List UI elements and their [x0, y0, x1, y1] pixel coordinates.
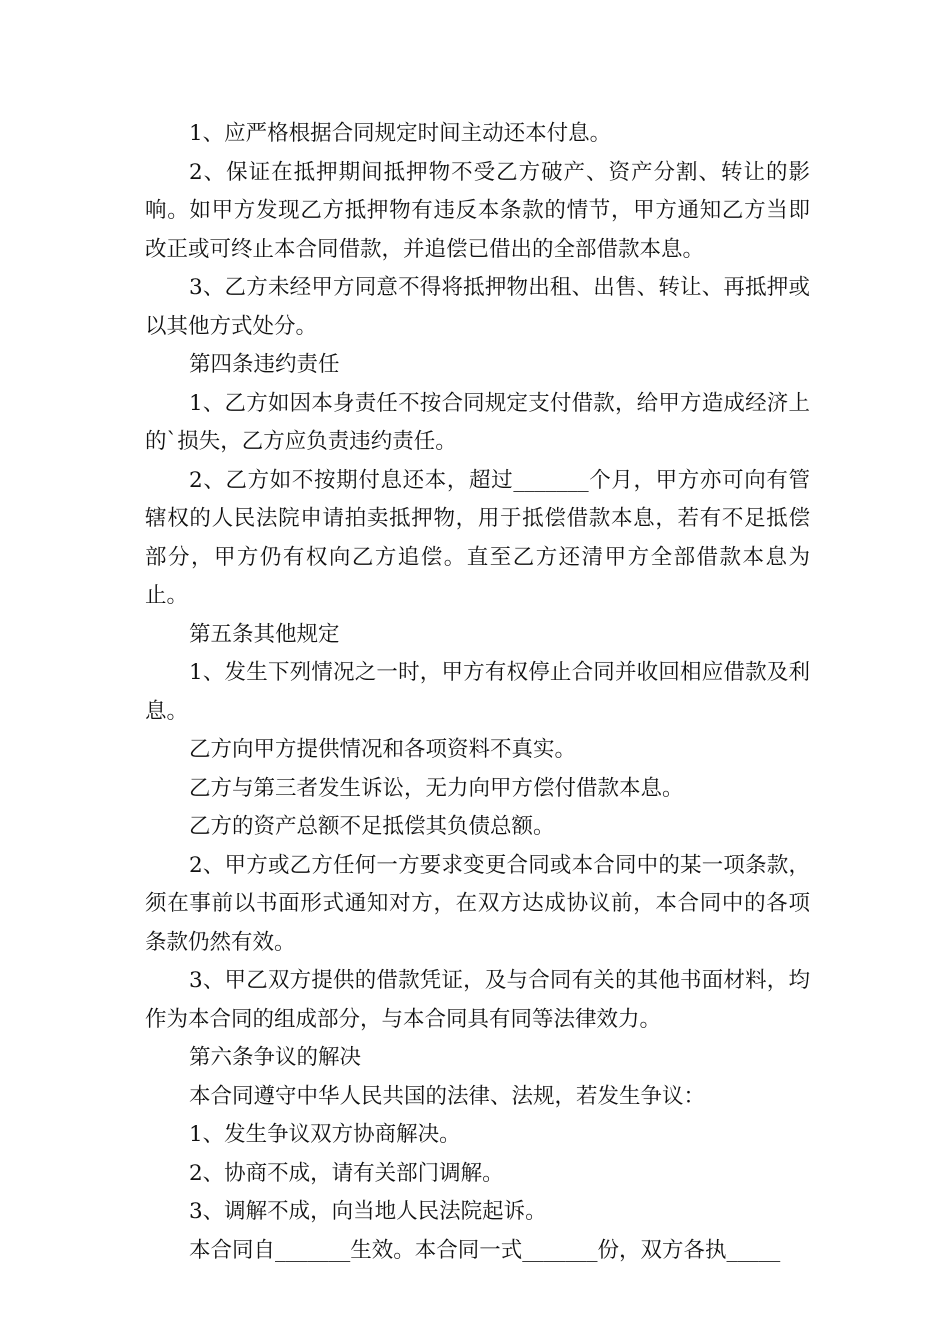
paragraph-repay-on-time: 1、应严格根据合同规定时间主动还本付息。	[189, 121, 612, 146]
paragraph-termination-conditions: 1、发生下列情况之一时，甲方有权停止合同并收回相应借款及利息。	[145, 660, 810, 724]
paragraph-breach-loss: 1、乙方如因本身责任不按合同规定支付借款，给甲方造成经济上的`损失，乙方应负责违约责任。	[145, 390, 810, 454]
paragraph-mediation: 2、协商不成，请有关部门调解。	[189, 1160, 504, 1186]
paragraph-collateral-guarantee: 2、保证在抵押期间抵押物不受乙方破产、资产分割、转让的影响。如甲方发现乙方抵押物有违反本条款的情节，甲方通知乙方当即改正或可终止本合同借款，并追偿已借出的全部借款本息。	[145, 159, 810, 262]
paragraph-litigation: 乙方与第三者发生诉讼，无力向甲方偿付借款本息。	[189, 775, 684, 801]
heading-article-5: 第五条其他规定	[189, 621, 340, 647]
paragraph-false-information: 乙方向甲方提供情况和各项资料不真实。	[189, 737, 577, 762]
heading-article-4: 第四条违约责任	[189, 352, 340, 377]
paragraph-governing-law: 本合同遵守中华人民共国的法律、法规，若发生争议：	[189, 1083, 706, 1109]
document-body	[145, 115, 810, 1270]
paragraph-effective-date: 本合同自_______生效。本合同一式_______份，双方各执_____	[189, 1237, 781, 1263]
paragraph-overdue-auction: 2、乙方如不按期付息还本，超过_______个月，甲方亦可向有管辖权的人民法院申请拍卖抵押物，用于抵偿借款本息，若有不足抵偿部分，甲方仍有权向乙方追偿。直至乙方还清甲方全部借款本息为止。	[145, 467, 810, 608]
paragraph-litigation-court: 3、调解不成，向当地人民法院起诉。	[189, 1199, 547, 1224]
paragraph-supporting-documents: 3、甲乙双方提供的借款凭证，及与合同有关的其他书面材料，均作为本合同的组成部分，与本合同具有同等法律效力。	[145, 968, 810, 1032]
paragraph-collateral-disposal: 3、乙方未经甲方同意不得将抵押物出租、出售、转让、再抵押或以其他方式处分。	[145, 275, 810, 339]
paragraph-amendment: 2、甲方或乙方任何一方要求变更合同或本合同中的某一项条款，须在事前以书面形式通知对方，在双方达成协议前，本合同中的各项条款仍然有效。	[145, 852, 810, 955]
paragraph-negotiation: 1、发生争议双方协商解决。	[189, 1122, 461, 1147]
paragraph-insolvency: 乙方的资产总额不足抵偿其负债总额。	[189, 814, 555, 839]
heading-article-6: 第六条争议的解决	[189, 1045, 362, 1070]
